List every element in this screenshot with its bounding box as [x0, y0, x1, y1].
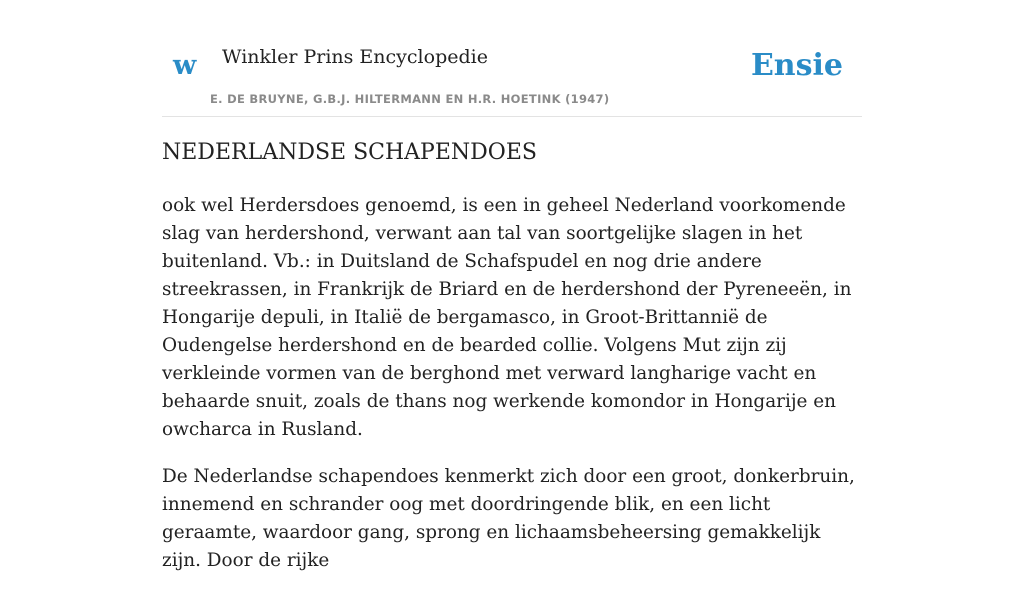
article-body: [162, 192, 862, 594]
article-paragraph: ook wel Herdersdoes genoemd, is een in geheel Nederland voorkomende slag van herdershond, verwant aan tal van soortgelijke slagen in het buitenland. Vb.: in Duitsland de Schafspudel en nog drie andere streekrassen, in Frankrijk de Briard en de herdershond der Pyreneeën, in Hongarije depuli, in Italië de bergamasco, in Groot-Brittannië de Oudengelse herdershond en de bearded collie. Volgens Mut zijn zij verkleinde vormen van de berghond met verward langharige vacht en behaarde snuit, zoals de thans nog werkende komondor in Hongarije en owcharca in Rusland.: [162, 195, 852, 440]
encyclopedia-title[interactable]: Winkler Prins Encyclopedie: [222, 46, 488, 68]
site-header: [162, 38, 862, 117]
article-paragraph: De Nederlandse schapendoes kenmerkt zich door een groot, donkerbruin, innemend en schrander oog met doordringende blik, en een licht geraamte, waardoor gang, sprong en lichaamsbeheersing gemakkelijk zijn. Door de rijke: [162, 466, 855, 571]
encyclopedia-logo[interactable]: w: [173, 50, 197, 81]
encyclopedia-authors: E. DE BRUYNE, G.B.J. HILTERMANN EN H.R. HOETINK (1947): [210, 92, 610, 106]
ensie-logo-link[interactable]: Ensie: [750, 48, 843, 83]
article-title: NEDERLANDSE SCHAPENDOES: [162, 140, 537, 165]
